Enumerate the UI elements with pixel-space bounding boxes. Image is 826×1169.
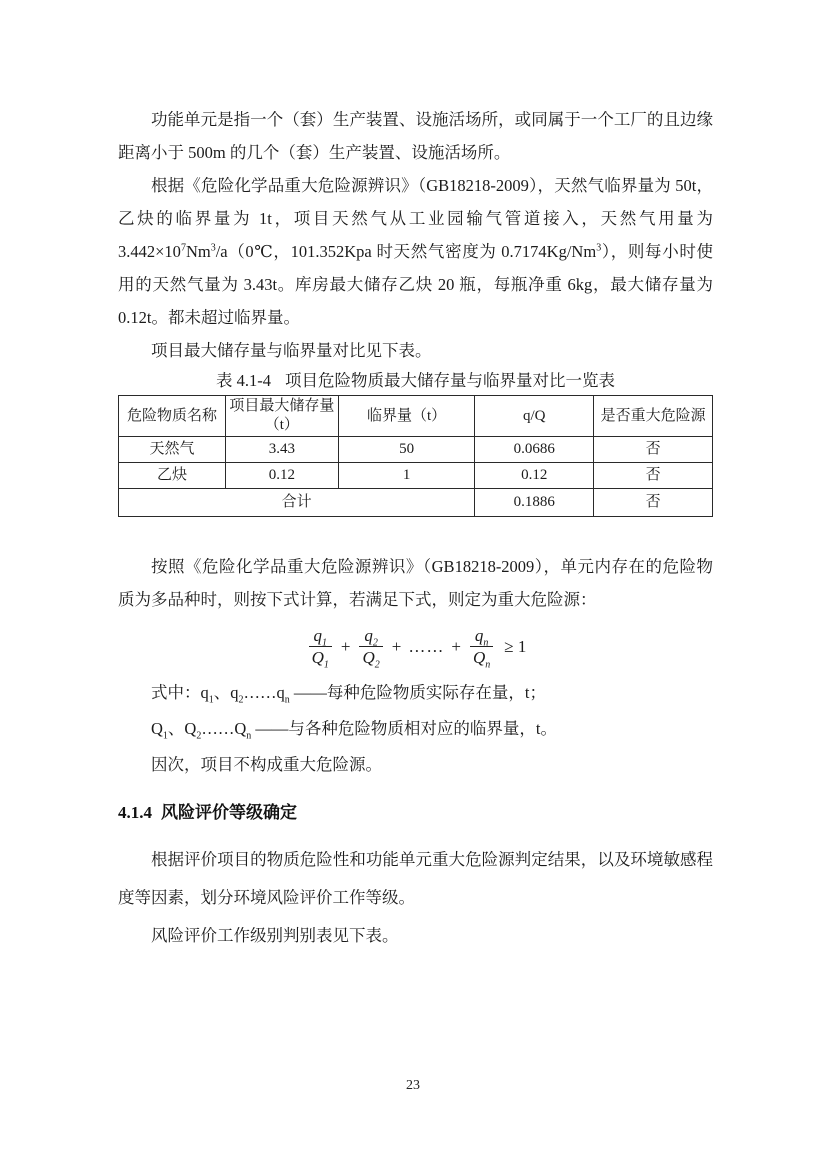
greater-equal-one: ≥ 1: [504, 636, 527, 656]
table-number-label: 表 4.1-4: [216, 371, 271, 390]
formula-Q2-sub: 2: [374, 659, 380, 671]
table-row: [119, 437, 713, 463]
paragraph-hazard-identification: [118, 169, 713, 334]
table-header-row: [119, 396, 713, 437]
formula-qn-num: q: [474, 626, 484, 645]
cell-total-is-major: 否: [594, 489, 713, 517]
cell-substance: 乙炔: [119, 463, 226, 489]
p2-superscript-7: 7: [180, 242, 186, 254]
header-max-storage: 项目最大储存量（t）: [225, 396, 338, 437]
formula-Q2-den: Q: [362, 648, 375, 667]
plus-operator: +: [340, 636, 351, 656]
section-heading-4-1-4: [118, 800, 713, 826]
cell-max-storage: 0.12: [225, 463, 338, 489]
header-substance-name: 危险物质名称: [119, 396, 226, 437]
formula-note-uppercase-Q: $Q_1$、$Q_2\dots\dots Q_n$ ——与各种危险物质相对应的临界量，t。: [151, 719, 557, 742]
paragraph-risk-grade-basis: 根据评价项目的物质危险性和功能单元重大危险源判定结果，以及环境敏感程度等因素，划分环境风险评价工作等级。: [118, 850, 713, 907]
paragraph-conclusion: 因次，项目不构成重大危险源。: [151, 755, 382, 774]
ellipsis: ……: [408, 636, 445, 656]
formula-note-lowercase-q: 式中：$q_1$、$q_2\dots\dots q_n$ ——每种危险物质实际存在量，t；: [151, 683, 546, 706]
plus-operator: +: [391, 636, 402, 656]
cell-max-storage: 3.43: [225, 437, 338, 463]
p2-text-b: Nm: [185, 242, 211, 261]
table-total-row: [119, 489, 713, 517]
paragraph-grade-table-ref: 风险评价工作级别判别表见下表。: [151, 926, 399, 945]
formula-q1-sub: 1: [322, 637, 328, 649]
cell-is-major: 否: [594, 437, 713, 463]
cell-substance: 天然气: [119, 437, 226, 463]
header-q-over-Q: q/Q: [475, 396, 594, 437]
paragraph-table-intro: 项目最大储存量与临界量对比见下表。: [151, 341, 432, 360]
formula-Qn-den: Q: [472, 648, 486, 667]
p2-superscript-3b: 3: [596, 242, 602, 254]
paragraph-multi-species-rule: 按照《危险化学品重大危险源辨识》（GB18218-2009），单元内存在的危险物质为多品种时，则按下式计算，若满足下式，则定为重大危险源：: [118, 557, 713, 609]
p2-text-a: 根据《危险化学品重大危险源辨识》（GB18218-2009），天然气临界量为 50t，乙炔的临界量为 1t，项目天然气从工业园输气管道接入，天然气用量为 3.442×10: [118, 176, 713, 261]
p2-superscript-3: 3: [210, 242, 216, 254]
table-title: [118, 369, 713, 393]
formula-q2-num: q: [364, 626, 373, 645]
cell-ratio: 0.0686: [475, 437, 594, 463]
major-hazard-formula: [118, 625, 713, 671]
header-is-major-hazard: 是否重大危险源: [594, 396, 713, 437]
formula-q1-num: q: [313, 626, 323, 645]
cell-critical: 1: [338, 463, 475, 489]
section-number: 4.1.4: [118, 803, 152, 822]
plus-operator: +: [451, 636, 461, 656]
cell-critical: 50: [338, 437, 475, 463]
cell-total-ratio: 0.1886: [475, 489, 594, 517]
page-number: 23: [406, 1078, 420, 1093]
table-caption: 项目危险物质最大储存量与临界量对比一览表: [285, 371, 615, 390]
formula-Q1-den: Q: [311, 648, 324, 667]
fraction-term-n: [468, 625, 495, 671]
formula-q2-sub: 2: [372, 637, 378, 649]
fraction-term-1: [307, 625, 334, 671]
formula-qn-sub: n: [483, 637, 489, 649]
header-critical-quantity: 临界量（t）: [338, 396, 475, 437]
formula-Q1-sub: 1: [323, 659, 329, 671]
section-title: 风险评价等级确定: [161, 803, 297, 822]
cell-ratio: 0.12: [475, 463, 594, 489]
cell-total-label: 合计: [119, 489, 475, 517]
paragraph-function-unit: 功能单元是指一个（套）生产装置、设施活场所，或同属于一个工厂的且边缘距离小于 500m 的几个（套）生产装置、设施活场所。: [118, 110, 713, 162]
hazard-comparison-table: [118, 395, 713, 517]
cell-is-major: 否: [594, 463, 713, 489]
p2-text-d: ），则每小时使用的天然气量为 3.43t。库房最大储存乙炔 20 瓶，每瓶净重 6kg，最大储存量为 0.12t。都未超过临界量。: [118, 242, 714, 327]
fraction-term-2: [358, 625, 385, 671]
p2-text-c: /a（0℃，101.352Kpa 时天然气密度为 0.7174Kg/Nm: [215, 242, 597, 261]
formula-Qn-sub: n: [485, 659, 491, 671]
table-row: [119, 463, 713, 489]
